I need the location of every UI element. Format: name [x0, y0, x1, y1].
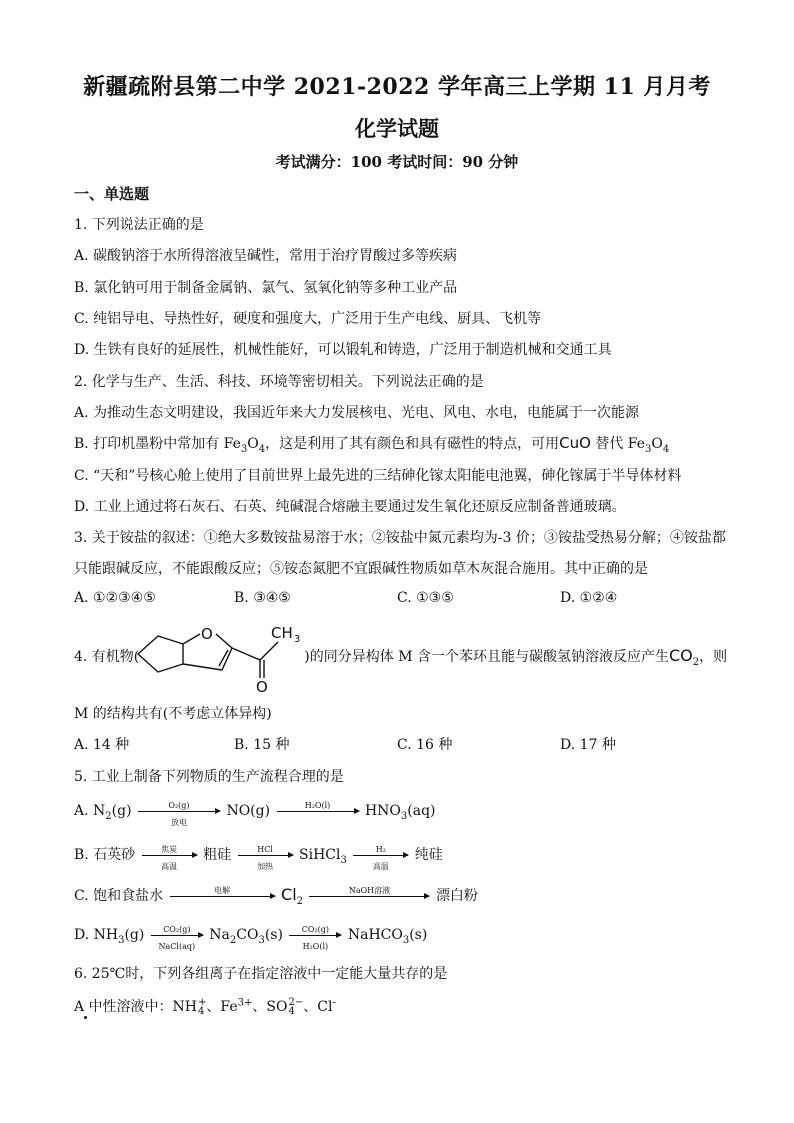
q5-d-solid: (s): [264, 927, 283, 943]
q3-option-b: B. ③④⑤: [234, 590, 291, 606]
q6-stem: 6. 25℃时，下列各组离子在指定溶液中一定能大量共存的是: [74, 966, 448, 982]
q5-d-na: Na: [209, 927, 230, 943]
arrow-condition-top: NaOH溶液: [348, 885, 391, 895]
q4-stem-line2: M 的结构共有(不考虑立体异构): [74, 706, 272, 722]
exam-meta: 考试满分：100 考试时间：90 分钟: [275, 153, 519, 171]
q1-option-d: D. 生铁有良好的延展性，机械性能好，可以锻轧和铸造，广泛用于制造机械和交通工具: [74, 342, 612, 358]
q5-b-sihcl3: SiHCl: [299, 847, 341, 863]
q5-c-brine: C. 饱和食盐水: [74, 888, 164, 904]
q3-option-a: A. ①②③④⑤: [74, 590, 156, 606]
reaction-arrow: [353, 844, 408, 871]
reaction-arrow: [309, 885, 429, 897]
q1-option-a: A. 碳酸钠溶于水所得溶液呈碱性，常用于治疗胃酸过多等疾病: [74, 248, 458, 264]
q3-option-c: C. ①③⑤: [397, 590, 454, 606]
q1-option-b: B. 氯化钠可用于制备金属钠、氯气、氢氧化钠等多种工业产品: [74, 280, 458, 296]
reaction-arrow: [277, 800, 359, 812]
q3-stem-line1: 3. 关于铵盐的叙述：①绝大多数铵盐易溶于水；②铵盐中氮元素均为-3 价；③铵盐受热易分解；④铵盐都: [74, 530, 726, 546]
reaction-arrow: [170, 885, 275, 897]
q5-b-pure-si: 纯硅: [414, 847, 443, 863]
q5-c-bleach: 漂白粉: [435, 888, 478, 904]
carbonyl-oxygen-label: O: [256, 678, 268, 695]
furan-bond-1: [183, 634, 200, 644]
q6-a-fe-charge: 3+: [237, 997, 253, 1009]
q4-co2: CO: [668, 646, 693, 665]
arrow-condition-bottom: 高温: [161, 861, 178, 871]
q5-option-d: D. $NH_3(g)$ CO₂(g) NaCl(aq) $Na_2CO_3(s)$ $\frac{\text{CO₂(g)}}{\text{H₂O(l)}}$ NaHCO$_3$(s): [74, 924, 428, 951]
page-subtitle: 化学试题: [355, 116, 439, 141]
q5-d-co: CO: [236, 927, 259, 943]
q5-option-b: B. 石英砂 焦炭 高温 粗硅 HCl 加热 SiHCl$_3$ H₂ 高温 纯硅: [74, 844, 443, 871]
arrow-condition-top: O₂(g): [168, 800, 190, 810]
q5-b-crude-si: 粗硅: [203, 847, 232, 863]
arrow-condition-bottom: NaCl(aq): [158, 941, 196, 951]
q2-option-c: C. “天和”号核心舱上使用了目前世界上最先进的三结砷化镓太阳能电池翼，砷化镓属于半导体材料: [74, 468, 682, 484]
q3-stem-line2: 只能跟碱反应，不能跟酸反应；⑤铵态氮肥不宜跟碱性物质如草木灰混合施用。其中正确的是: [74, 561, 648, 577]
arrow-condition-top: 焦炭: [161, 844, 178, 854]
q4-stem-post: )的同分异构体 M 含一个苯环且能与碳酸氢钠溶液反应产生: [304, 649, 669, 665]
q4-option-a: A. 14 种: [74, 737, 130, 753]
q6-a-nh4: A 中性溶液中：NH: [74, 999, 198, 1015]
methyl-label: CH: [271, 624, 293, 642]
q6-a-cl: 、Cl: [303, 999, 333, 1015]
reaction-arrow: [289, 924, 341, 951]
molecule-structure: [128, 620, 303, 695]
q4-option-d: D. 17 种: [560, 737, 616, 753]
arrow-condition-top: CO₂(g): [301, 924, 330, 934]
charge-stack: + 4: [198, 997, 207, 1017]
section-heading: 一、单选题: [74, 185, 150, 203]
arrow-condition-top: 电解: [214, 885, 231, 895]
q6-a-cl-charge: -: [332, 997, 336, 1009]
arrow-condition-bottom: 放电: [170, 817, 187, 827]
furan-bond-4: [183, 664, 222, 670]
q5-a-n: A. N: [74, 803, 106, 819]
reaction-arrow: [138, 800, 220, 827]
q5-a-no: NO(g): [226, 803, 271, 819]
q5-d-solid2: (s): [409, 927, 428, 943]
arrow-condition-bottom: 高温: [372, 861, 389, 871]
q5-a-hno3: HNO: [364, 803, 401, 819]
q2-option-b: B. 打印机墨粉中常加有 $Fe_3O_4$，这是利用了其有颜色和具有磁性的特点，可用CuO 替代 $Fe_3O_4$: [74, 434, 670, 455]
q4-stem-pre: 4. 有机物(: [74, 649, 140, 665]
arrow-condition-top: CO₂(g): [163, 924, 191, 934]
q5-d-nahco3: NaHCO: [347, 927, 403, 943]
q2-b-part1: B. 打印机墨粉中常加有 Fe: [74, 436, 241, 452]
arrow-condition-top: HCl: [257, 844, 273, 854]
q2-stem: 2. 化学与生产、生活、科技、环境等密切相关。下列说法正确的是: [74, 374, 484, 390]
q2-b-part3: 替代 Fe: [590, 436, 646, 452]
page-title: 新疆疏附县第二中学 2021-2022 学年高三上学期 11 月月考: [83, 74, 711, 100]
methyl-bond: [260, 642, 278, 660]
charge-stack: 2− 4: [288, 997, 304, 1017]
q5-d-state: (g): [124, 927, 145, 943]
q1-stem: 1. 下列说法正确的是: [74, 217, 204, 233]
q4-stem-tail: ，则: [699, 649, 728, 665]
q5-b-quartz: B. 石英砂: [74, 847, 136, 863]
methyl-subscript: 3: [294, 634, 301, 645]
q5-a-aq: (aq): [407, 803, 436, 819]
q4-option-b: B. 15 种: [234, 737, 290, 753]
q5-c-cl2: Cl: [281, 885, 297, 904]
arrow-condition-top: H₂O(l): [304, 800, 331, 810]
q2-b-cuo: CuO: [559, 434, 591, 452]
q4-option-c: C. 16 种: [397, 737, 453, 753]
ring-oxygen-label: O: [201, 625, 213, 643]
q3-option-d: D. ①②④: [560, 590, 618, 606]
q2-option-a: A. 为推动生态文明建设，我国近年来大力发展核电、光电、风电、水电，电能属于一次能源: [74, 405, 640, 421]
arrow-condition-bottom: 加热: [257, 861, 274, 871]
q5-a-state: (g): [111, 803, 132, 819]
furan-double-bond: [219, 650, 228, 666]
q2-b-part2: ，这是利用了其有颜色和具有磁性的特点，可用: [265, 436, 560, 452]
q2-option-d: D. 工业上通过将石灰石、石英、纯碱混合熔融主要通过发生氧化还原反应制备普通玻璃。: [74, 499, 626, 515]
q1-option-c: C. 纯铝导电、导热性好，硬度和强度大，广泛用于生产电线、厨具、飞机等: [74, 311, 542, 327]
acetyl-bond: [232, 648, 260, 660]
q5-d-nh3: D. NH: [74, 927, 119, 943]
q6-option-a: [74, 996, 336, 1016]
reaction-arrow: [151, 924, 203, 951]
arrow-condition-top: H₂: [375, 844, 386, 854]
q5-option-a: A. $N_2(g)$ O₂(g) 放电 NO(g) H₂O(l) $HNO_3(aq)$: [74, 800, 436, 827]
cyclopentane-ring: [138, 636, 183, 672]
reaction-arrow: [238, 844, 293, 871]
option-dot: [84, 1016, 87, 1019]
q5-stem: 5. 工业上制备下列物质的生产流程合理的是: [74, 769, 344, 785]
arrow-condition-bottom: H₂O(l): [302, 941, 329, 951]
reaction-arrow: [142, 844, 197, 871]
q4-stem: 4. 有机物( )的同分异构体 M 含一个苯环且能与碳酸氢钠溶液反应产生$CO_2$，则: [74, 646, 728, 668]
q6-a-fe: 、Fe: [206, 999, 238, 1015]
q5-option-c: C. 饱和食盐水 电解 $Cl_2$ NaOH溶液 漂白粉: [74, 885, 478, 907]
furan-bond-2: [216, 634, 232, 648]
q6-a-so4: 、SO: [252, 999, 288, 1015]
